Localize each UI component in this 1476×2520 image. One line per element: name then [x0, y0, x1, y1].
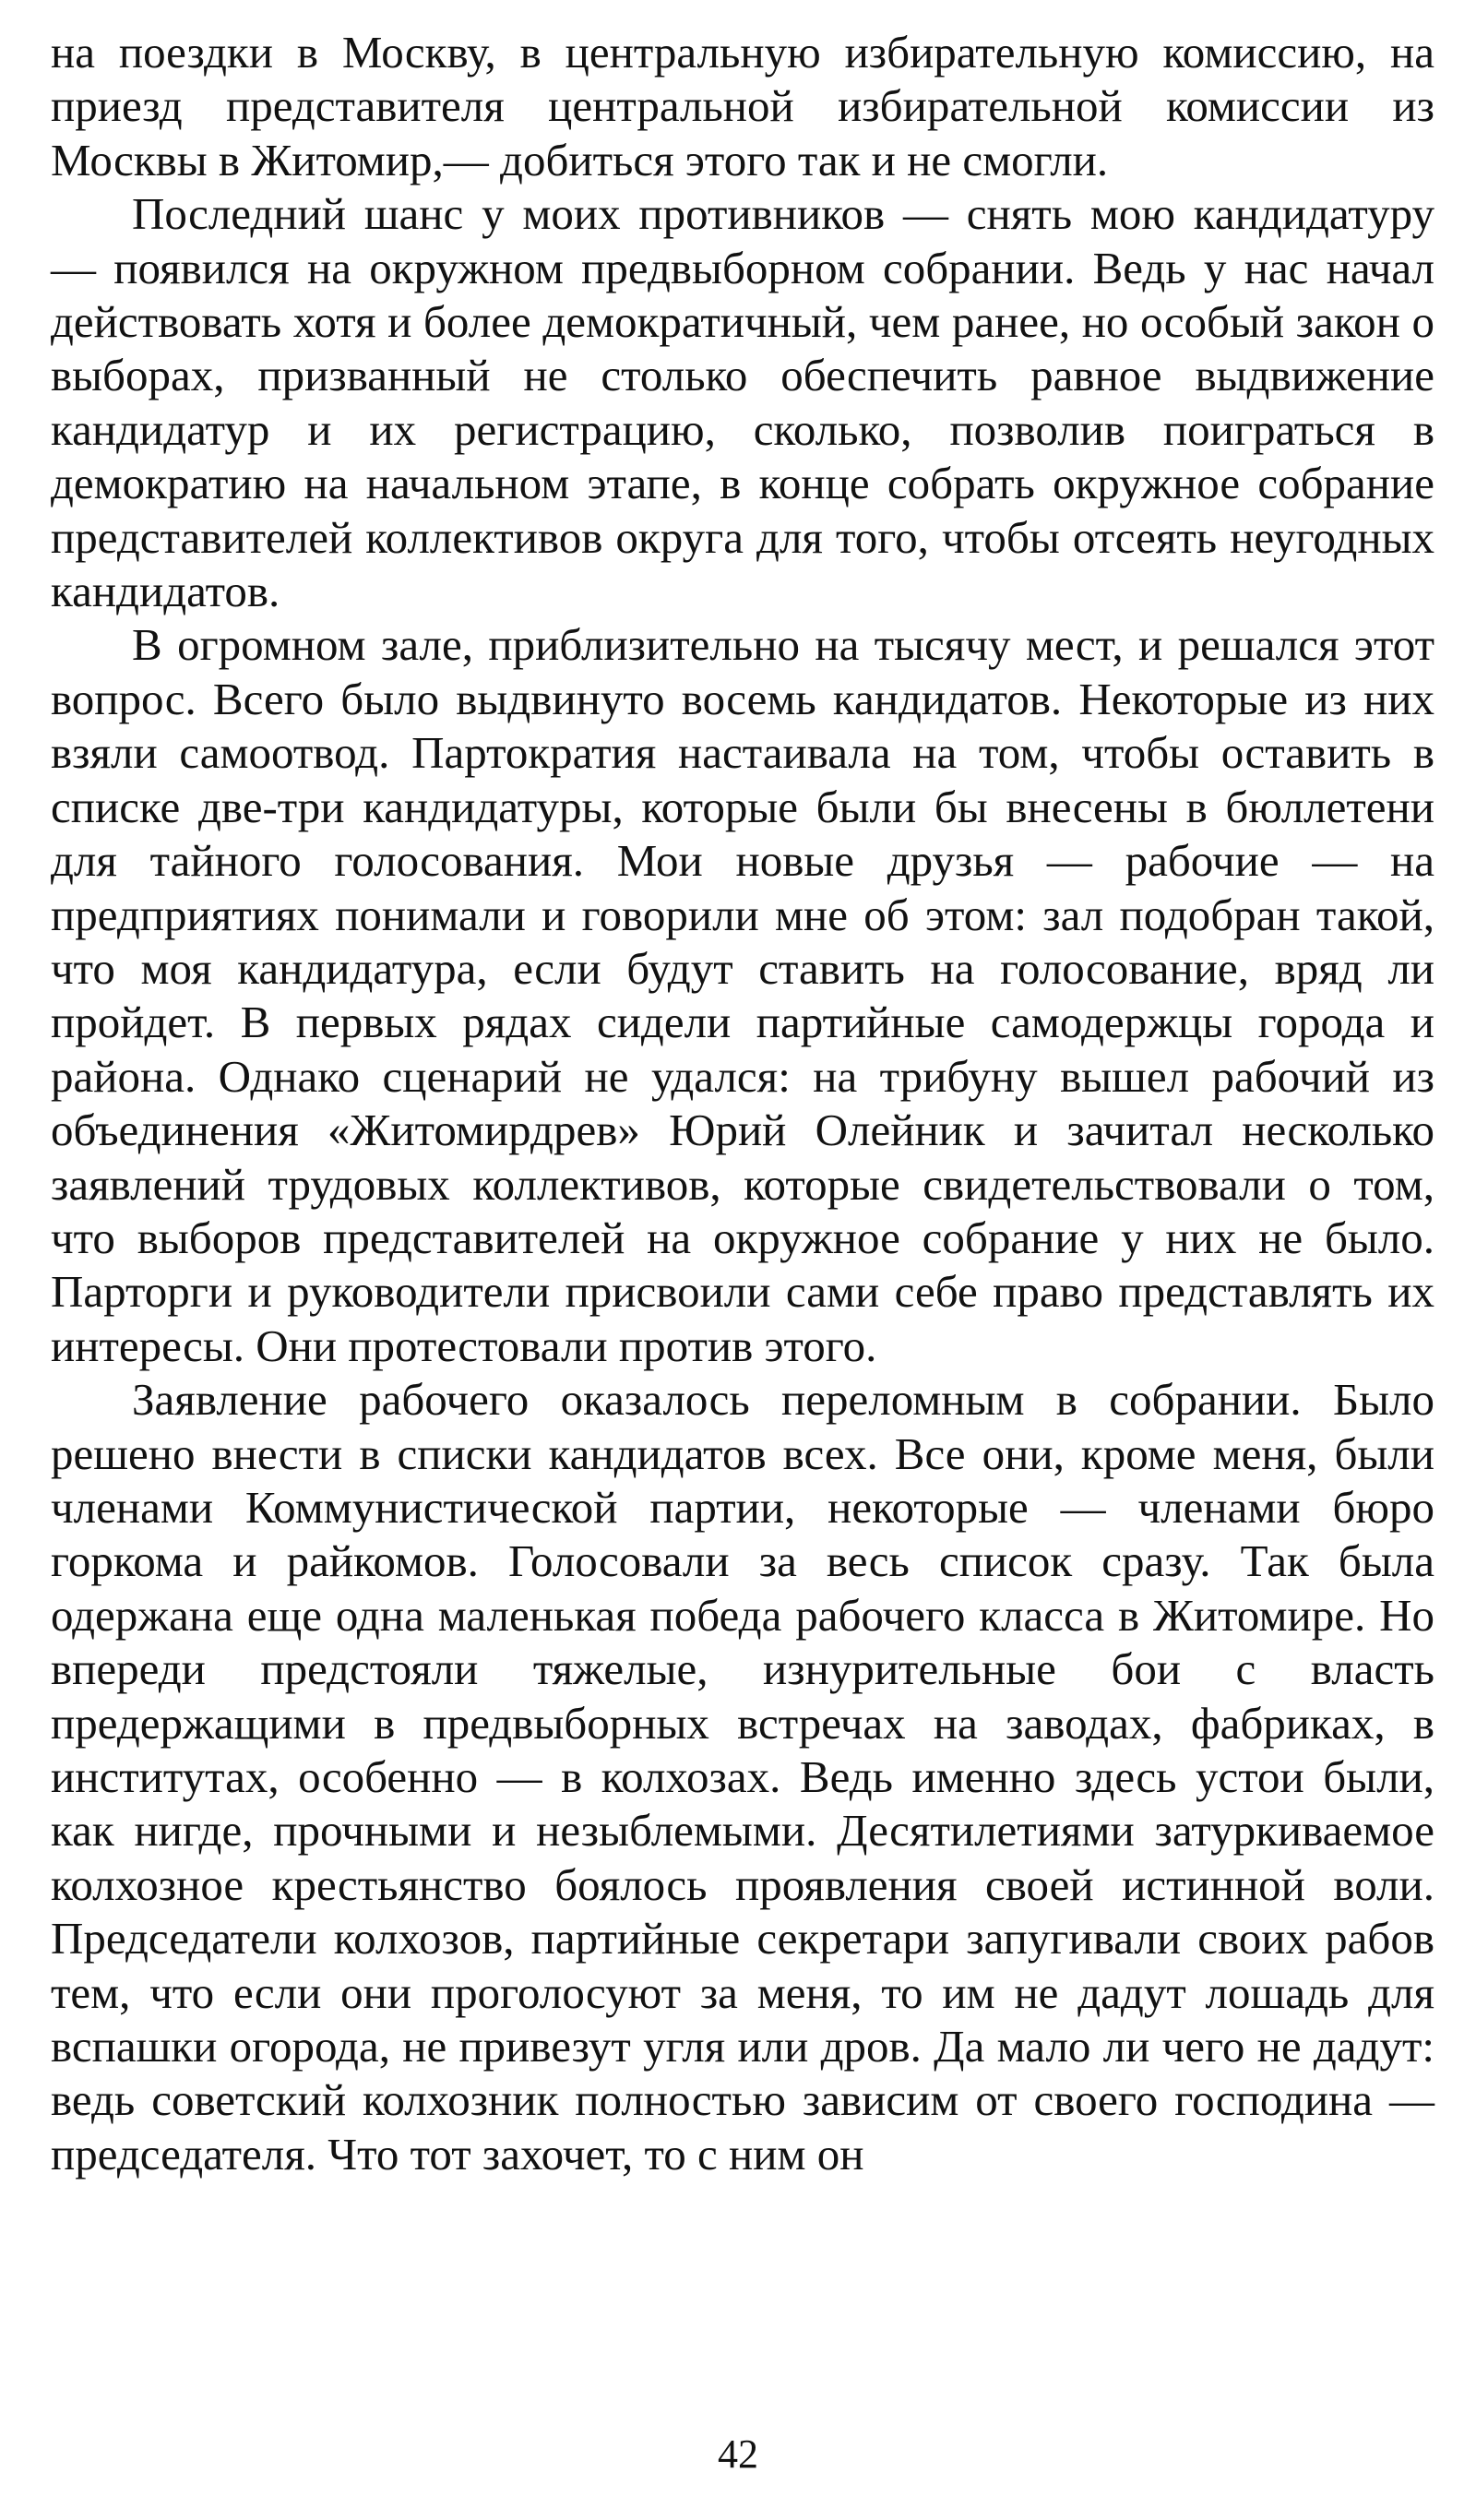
paragraph: Последний шанс у моих противников — снять мою кандидатуру — появился на окружном предвыборном собрании. Ведь у нас начал действовать хотя и более демократичный, чем ранее, но особый закон о выборах, призванный не столько обеспечить равное выдвижение кандидатур и их регистрацию, сколько, позволив поиграться в демократию на начальном этапе, в конце собрать окружное собрание представителей коллективов округа для того, чтобы отсеять неугодных кандидатов. [51, 188, 1434, 617]
page-number: 42 [718, 2431, 758, 2477]
paragraph: Заявление рабочего оказалось переломным в собрании. Было решено внести в списки кандидатов всех. Все они, кроме меня, были членами Коммунистической партии, некоторые — членами бюро горкома и райкомов. Голосовали за весь список сразу. Так была одержана еще одна маленькая победа рабочего класса в Житомире. Но впереди предстояли тяжелые, изнурительные бои с власть предержащими в предвыборных встречах на заводах, фабриках, в институтах, особенно — в колхозах. Ведь именно здесь устои были, как нигде, прочными и незыблемыми. Десятилетиями затуркиваемое колхозное крестьянство боялось проявления своей истинной воли. Председатели колхозов, партийные секретари запугивали своих рабов тем, что если они проголосуют за меня, то им не дадут лошадь для вспашки огорода, не привезут угля или дров. Да мало ли чего не дадут: ведь советский колхозник полностью зависим от своего господина — председателя. Что тот захочет, то с ним он [51, 1374, 1434, 2180]
paragraph: В огромном зале, приблизительно на тысячу мест, и решался этот вопрос. Всего было выдвинуто восемь кандидатов. Некоторые из них взяли самоотвод. Партократия настаивала на том, чтобы оставить в списке две-три кандидатуры, которые были бы внесены в бюллетени для тайного голосования. Мои новые друзья — рабочие — на предприятиях понимали и говорили мне об этом: зал подобран такой, что моя кандидатура, если будут ставить на голосование, вряд ли пройдет. В первых рядах сидели партийные самодержцы города и района. Однако сценарий не удался: на трибуну вышел рабочий из объединения «Житомирдрев» Юрий Олейник и зачитал несколько заявлений трудовых коллективов, которые свидетельствовали о том, что выборов представителей на окружное собрание у них не было. Парторги и руководители присвоили сами себе право представлять их интересы. Они протестовали против этого. [51, 619, 1434, 1371]
body-text [51, 26, 1434, 2181]
paragraph-continuation: на поездки в Москву, в центральную избирательную комиссию, на приезд представителя центральной избирательной комиссии из Москвы в Житомир,— добиться этого так и не смогли. [51, 27, 1434, 185]
